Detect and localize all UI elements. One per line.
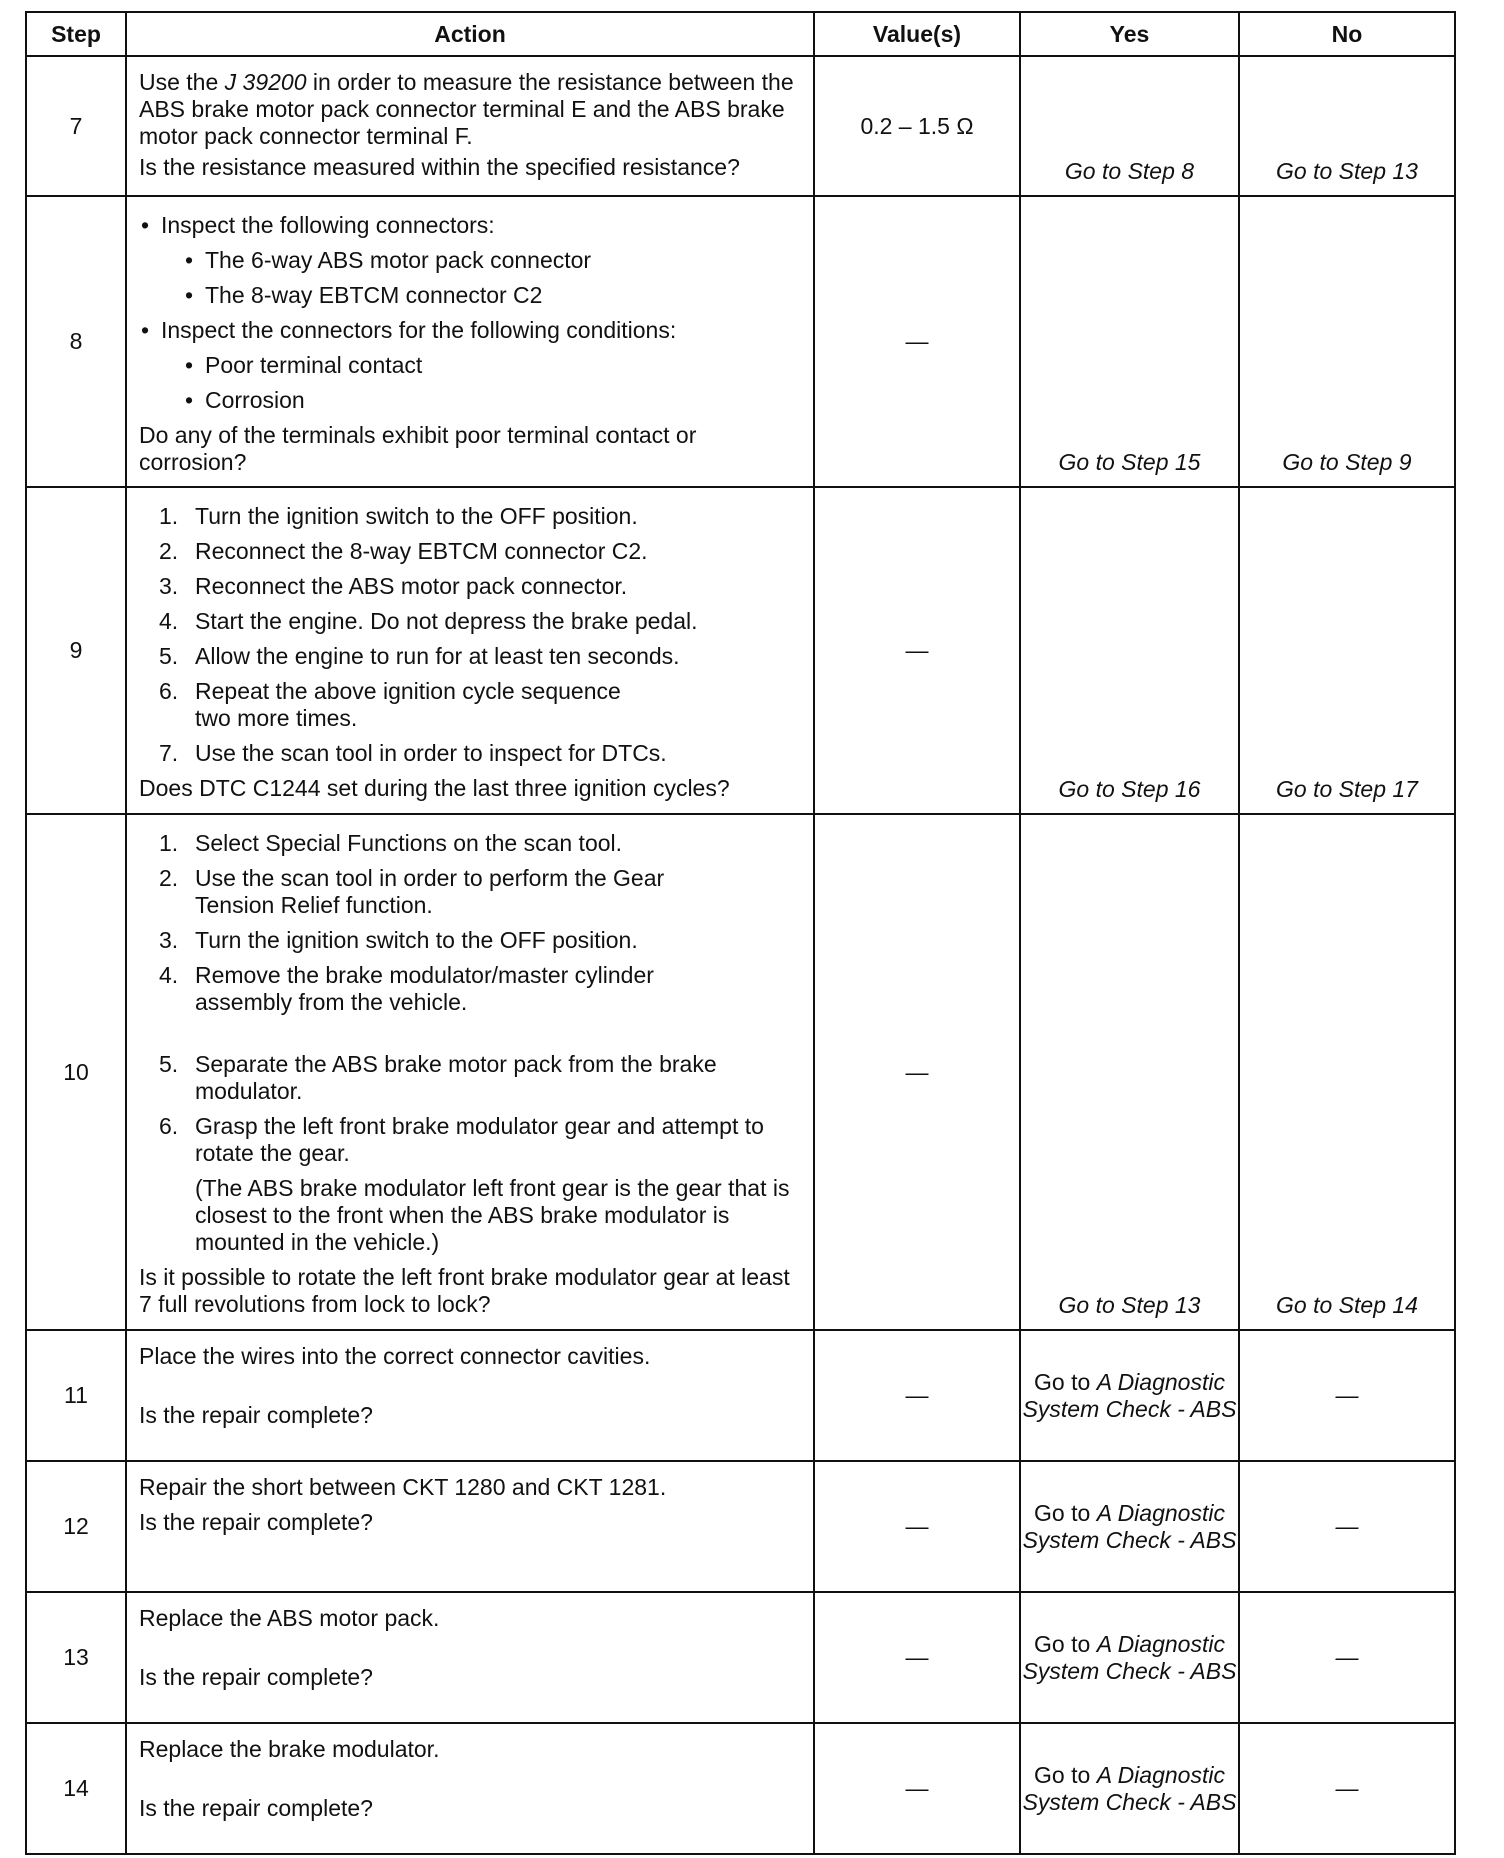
- yes-link[interactable]: [1020, 1723, 1239, 1854]
- numbered-step: 6. Repeat the above ignition cycle sequence two more times.: [159, 678, 621, 731]
- action-cell: [126, 1461, 814, 1592]
- no-link[interactable]: Go to Step 17: [1239, 487, 1455, 814]
- action-text: Replace the brake modulator.: [139, 1736, 440, 1762]
- question: Do any of the terminals exhibit poor terminal contact or corrosion?: [139, 422, 697, 475]
- numbered-step: 3. Turn the ignition switch to the OFF position.: [159, 927, 638, 953]
- action-text: Repair the short between CKT 1280 and CKT 1281.: [139, 1474, 667, 1500]
- action-text: [139, 69, 801, 150]
- numbered-step: 6. Grasp the left front brake modulator gear and attempt to rotate the gear.: [159, 1113, 764, 1166]
- yes-link[interactable]: Go to Step 8: [1020, 56, 1239, 196]
- action-text: Place the wires into the correct connector cavities.: [139, 1343, 651, 1369]
- value-cell: 0.2 – 1.5 Ω: [814, 56, 1020, 196]
- value-cell: —: [814, 196, 1020, 487]
- no-value: —: [1239, 1330, 1455, 1461]
- action-cell: [126, 196, 814, 487]
- step-number: 9: [26, 487, 126, 814]
- yes-link-text: Go to A Diagnostic System Check - ABS: [1022, 1368, 1237, 1422]
- header-step: Step: [26, 12, 126, 56]
- yes-link[interactable]: [1020, 1592, 1239, 1723]
- table-row: [26, 1592, 1455, 1723]
- action-text-part: Use the: [139, 69, 225, 95]
- sub-bullet-item: • Corrosion: [139, 387, 801, 414]
- numbered-step: 1. Turn the ignition switch to the OFF position.: [159, 503, 638, 529]
- action-text-part: in order to measure the resistance between the ABS brake motor pack connector terminal E and the ABS brake motor pack connector terminal F.: [139, 69, 794, 149]
- action-text: Replace the ABS motor pack.: [139, 1605, 440, 1631]
- header-no: No: [1239, 12, 1455, 56]
- yes-link-text: Go to A Diagnostic System Check - ABS: [1022, 1630, 1237, 1684]
- no-value: —: [1239, 1592, 1455, 1723]
- value-cell: —: [814, 487, 1020, 814]
- table-row: [26, 1723, 1455, 1854]
- header-yes: Yes: [1020, 12, 1239, 56]
- header-row: [26, 12, 1455, 56]
- yes-link[interactable]: Go to Step 15: [1020, 196, 1239, 487]
- step-number: 8: [26, 196, 126, 487]
- step-number: 14: [26, 1723, 126, 1854]
- table-row: [26, 1461, 1455, 1592]
- question: Is the repair complete?: [139, 1402, 373, 1428]
- action-cell: [126, 814, 814, 1330]
- table-row: [26, 196, 1455, 487]
- step-number: 11: [26, 1330, 126, 1461]
- table-row: [26, 56, 1455, 196]
- value-cell: —: [814, 1330, 1020, 1461]
- table-row: [26, 1330, 1455, 1461]
- step-number: 10: [26, 814, 126, 1330]
- note-text: (The ABS brake modulator left front gear is the gear that is closest to the front when the ABS brake modulator is mounted in the vehicle.): [195, 1175, 790, 1255]
- header-action: Action: [126, 12, 814, 56]
- no-link[interactable]: Go to Step 9: [1239, 196, 1455, 487]
- no-value: —: [1239, 1461, 1455, 1592]
- yes-link[interactable]: Go to Step 16: [1020, 487, 1239, 814]
- value-cell: —: [814, 814, 1020, 1330]
- action-cell: [126, 1723, 814, 1854]
- table-row: [26, 814, 1455, 1330]
- numbered-step: 4. Remove the brake modulator/master cylinder assembly from the vehicle.: [159, 962, 654, 1015]
- step-number: 12: [26, 1461, 126, 1592]
- sub-bullet-item: • The 8-way EBTCM connector C2: [139, 282, 801, 309]
- numbered-step: 5. Separate the ABS brake motor pack from the brake modulator.: [159, 1051, 717, 1104]
- yes-link[interactable]: Go to Step 13: [1020, 814, 1239, 1330]
- bullet-item: • Inspect the connectors for the following conditions:: [139, 317, 801, 344]
- step-number: 7: [26, 56, 126, 196]
- no-value: —: [1239, 1723, 1455, 1854]
- sub-bullet-item: • The 6-way ABS motor pack connector: [139, 247, 801, 274]
- numbered-step: 3. Reconnect the ABS motor pack connector.: [159, 573, 628, 599]
- numbered-step: 7. Use the scan tool in order to inspect for DTCs.: [159, 740, 667, 766]
- diagnostic-table: [25, 11, 1456, 1855]
- value-cell: —: [814, 1461, 1020, 1592]
- yes-link-text: Go to A Diagnostic System Check - ABS: [1022, 1499, 1237, 1553]
- question: Is the repair complete?: [139, 1664, 373, 1690]
- sub-bullet-item: • Poor terminal contact: [139, 352, 801, 379]
- question: Is the repair complete?: [139, 1795, 373, 1821]
- question: Does DTC C1244 set during the last three ignition cycles?: [139, 775, 730, 801]
- action-cell: [126, 1330, 814, 1461]
- value-cell: —: [814, 1723, 1020, 1854]
- action-cell: [126, 56, 814, 196]
- value-cell: —: [814, 1592, 1020, 1723]
- numbered-step: 2. Reconnect the 8-way EBTCM connector C2.: [159, 538, 648, 564]
- yes-link[interactable]: [1020, 1330, 1239, 1461]
- yes-link[interactable]: [1020, 1461, 1239, 1592]
- tool-name: J 39200: [224, 69, 307, 95]
- bullet-item: • Inspect the following connectors:: [139, 212, 801, 239]
- yes-link-text: Go to A Diagnostic System Check - ABS: [1022, 1761, 1237, 1815]
- action-cell: [126, 1592, 814, 1723]
- question: Is the repair complete?: [139, 1509, 373, 1535]
- step-number: 13: [26, 1592, 126, 1723]
- numbered-step: 2. Use the scan tool in order to perform the Gear Tension Relief function.: [159, 865, 665, 918]
- numbered-step: 1. Select Special Functions on the scan tool.: [159, 830, 623, 856]
- no-link[interactable]: Go to Step 14: [1239, 814, 1455, 1330]
- question: Is the resistance measured within the specified resistance?: [139, 154, 740, 180]
- numbered-step: 4. Start the engine. Do not depress the brake pedal.: [159, 608, 698, 634]
- numbered-step: 5. Allow the engine to run for at least ten seconds.: [159, 643, 680, 669]
- table-row: [26, 487, 1455, 814]
- action-cell: [126, 487, 814, 814]
- no-link[interactable]: Go to Step 13: [1239, 56, 1455, 196]
- header-values: Value(s): [814, 12, 1020, 56]
- question: Is it possible to rotate the left front brake modulator gear at least 7 full revolutions from lock to lock?: [139, 1264, 790, 1317]
